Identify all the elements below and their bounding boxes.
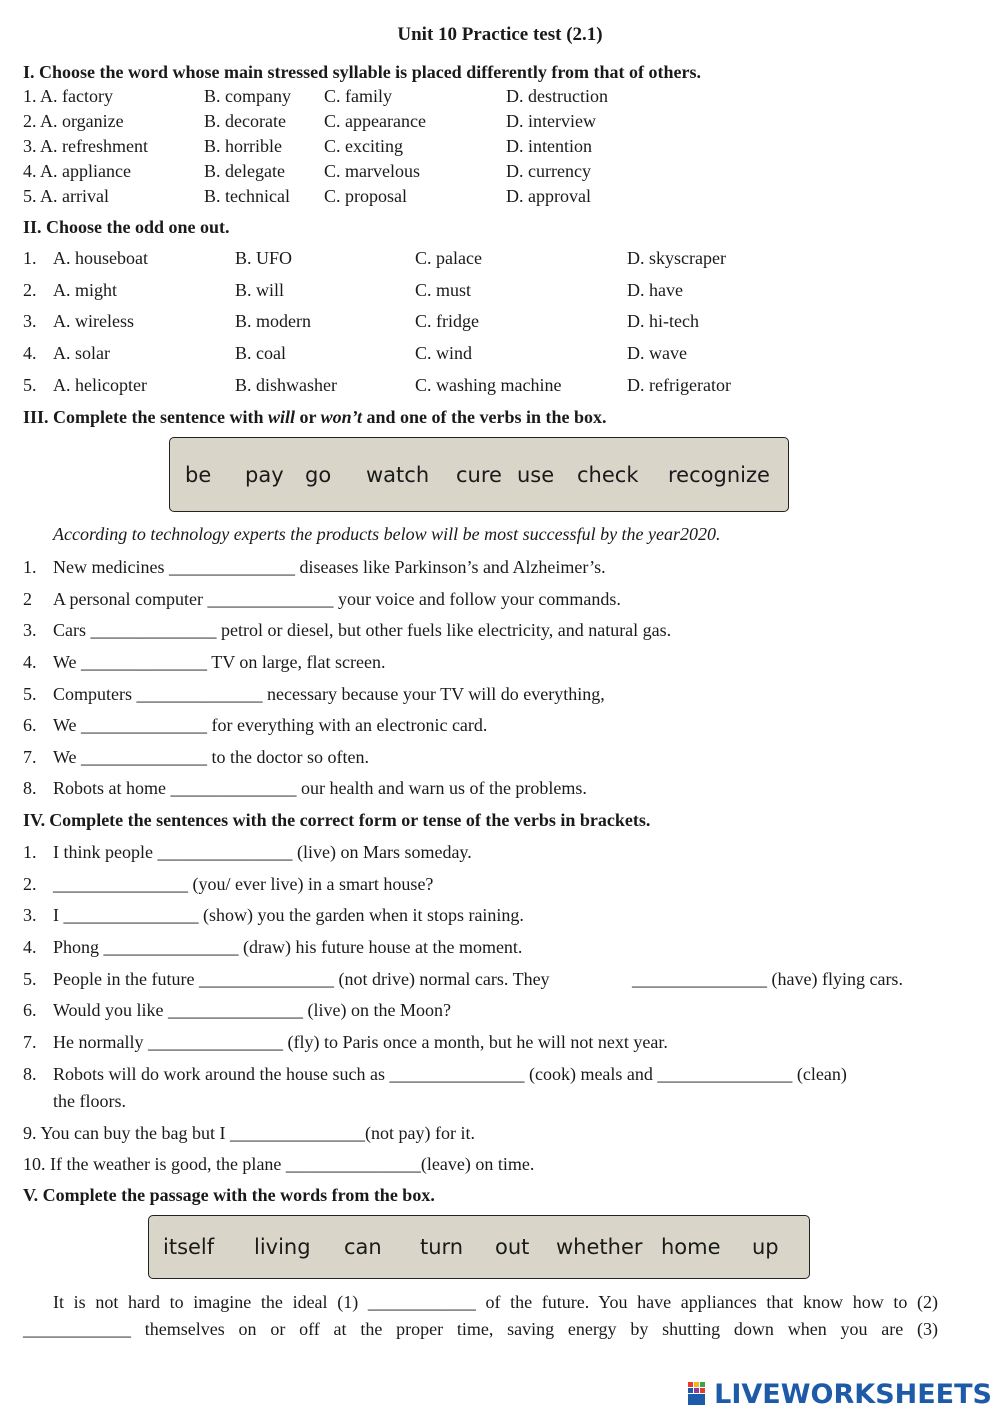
option-3: C. wind: [415, 343, 473, 363]
option-2: B. coal: [235, 343, 286, 363]
item-number: 8.: [23, 1064, 37, 1084]
option-0: 2. A. organize: [23, 111, 124, 131]
item-number: 4.: [23, 652, 37, 672]
option-0: 3. A. refreshment: [23, 136, 148, 156]
heading-number: IV.: [23, 810, 46, 830]
option-2: C. appearance: [324, 111, 426, 131]
item-text: Would you like _______________ (live) on the Moon?: [53, 1000, 452, 1020]
box-word: turn: [420, 1235, 464, 1259]
item-text: Robots at home ______________ our health and warn us of the problems.: [53, 778, 587, 798]
item-number: 6.: [23, 715, 37, 735]
item-text: Phong _______________ (draw) his future house at the moment.: [53, 937, 523, 957]
box-word: can: [344, 1235, 382, 1259]
item-number: 4.: [23, 937, 37, 957]
option-1: A. houseboat: [53, 248, 148, 268]
option-1: A. might: [53, 280, 118, 300]
item-text: He normally _______________ (fly) to Paris once a month, but he will not next year.: [53, 1032, 668, 1052]
item-number: 1.: [23, 557, 37, 577]
option-3: D. intention: [506, 136, 592, 156]
option-0: 5. A. arrival: [23, 186, 109, 206]
question-number: 2.: [23, 280, 37, 300]
question-number: 4.: [23, 343, 37, 363]
section-2-heading: II. Choose the odd one out.: [23, 217, 230, 237]
option-2: B. modern: [235, 311, 311, 331]
heading-wont: won’t: [320, 407, 362, 427]
item-number: 1.: [23, 842, 37, 862]
box-word: itself: [163, 1235, 215, 1259]
passage-line-2: ____________ themselves on or off at the proper time, saving energy by shutting down when you are (3): [23, 1319, 938, 1339]
option-3: C. palace: [415, 248, 482, 268]
item-number: 7.: [23, 1032, 37, 1052]
option-1: B. technical: [204, 186, 290, 206]
box-word: recognize: [668, 462, 770, 487]
box-word: pay: [245, 462, 284, 487]
logo-text: LIVEWORKSHEETS: [714, 1378, 992, 1410]
box-word: cure: [456, 462, 502, 487]
option-3: C. fridge: [415, 311, 479, 331]
box-word: use: [517, 462, 555, 487]
box-word: whether: [556, 1235, 643, 1259]
question-number: 5.: [23, 375, 37, 395]
page-title: Unit 10 Practice test (2.1): [397, 24, 603, 45]
liveworksheets-logo: [688, 1379, 992, 1409]
option-4: D. skyscraper: [627, 248, 726, 268]
item-10: 10. If the weather is good, the plane _______________(leave) on time.: [23, 1154, 535, 1174]
item-text: We ______________ TV on large, flat screen.: [53, 652, 386, 672]
box-word: home: [661, 1235, 721, 1259]
liveworksheets-icon: [688, 1382, 710, 1406]
box-word: be: [185, 462, 212, 487]
item-text: _______________ (you/ ever live) in a smart house?: [53, 874, 434, 894]
option-4: D. wave: [627, 343, 687, 363]
item-text: I think people _______________ (live) on Mars someday.: [53, 842, 472, 862]
heading-text-end: and one of the verbs in the box.: [362, 407, 607, 427]
option-1: A. solar: [53, 343, 110, 363]
item-number: 2: [23, 589, 32, 609]
option-0: 4. A. appliance: [23, 161, 131, 181]
item-number: 7.: [23, 747, 37, 767]
option-2: B. will: [235, 280, 285, 300]
question-number: 3.: [23, 311, 37, 331]
heading-text: III. Complete the sentence with: [23, 407, 268, 427]
item-text: A personal computer ______________ your voice and follow your commands.: [53, 589, 621, 609]
section-1-heading: I. Choose the word whose main stressed syllable is placed differently from that of others.: [23, 62, 701, 82]
option-3: D. destruction: [506, 86, 608, 106]
item-text: Computers ______________ necessary because your TV will do everything,: [53, 684, 605, 704]
option-1: B. decorate: [204, 111, 286, 131]
option-3: C. must: [415, 280, 472, 300]
section-3-intro: According to technology experts the products below will be most successful by the year2020.: [53, 524, 721, 544]
item-text: We ______________ for everything with an electronic card.: [53, 715, 488, 735]
option-4: D. refrigerator: [627, 375, 731, 395]
option-2: B. dishwasher: [235, 375, 337, 395]
option-0: 1. A. factory: [23, 86, 113, 106]
item-text: New medicines ______________ diseases like Parkinson’s and Alzheimer’s.: [53, 557, 606, 577]
heading-or: or: [294, 407, 321, 427]
option-2: C. family: [324, 86, 392, 106]
box-word: go: [305, 462, 332, 487]
item-number: 3.: [23, 620, 37, 640]
verb-word-box: [169, 437, 789, 512]
item-text: People in the future _______________ (not drive) normal cars. They: [53, 969, 550, 989]
passage-word-box: [148, 1215, 810, 1279]
option-2: C. proposal: [324, 186, 407, 206]
item-number: 5.: [23, 684, 37, 704]
section-5-heading: V. Complete the passage with the words from the box.: [23, 1185, 435, 1205]
box-word: out: [495, 1235, 530, 1259]
box-word: watch: [366, 462, 430, 487]
item-text: Cars ______________ petrol or diesel, but other fuels like electricity, and natural gas.: [53, 620, 672, 640]
option-1: B. delegate: [204, 161, 285, 181]
heading-text: Complete the sentences with the correct form or tense of the verbs in brackets.: [49, 810, 651, 830]
option-2: C. marvelous: [324, 161, 420, 181]
passage-line-1: It is not hard to imagine the ideal (1) ____________ of the future. You have appliances that know how to (2): [53, 1292, 938, 1312]
item-8-continuation: the floors.: [53, 1091, 126, 1111]
option-1: B. horrible: [204, 136, 282, 156]
item-text: We ______________ to the doctor so often.: [53, 747, 370, 767]
box-word: up: [752, 1235, 779, 1259]
option-3: C. washing machine: [415, 375, 562, 395]
section-4-heading: [23, 810, 650, 831]
option-2: B. UFO: [235, 248, 293, 268]
section-3-heading: [23, 407, 607, 428]
option-3: D. approval: [506, 186, 591, 206]
item-number: 2.: [23, 874, 37, 894]
item-text-continued: _______________ (have) flying cars.: [632, 969, 903, 989]
heading-will: will: [267, 407, 295, 427]
item-text: Robots will do work around the house such as _______________ (cook) meals and _______________ (clean): [53, 1064, 847, 1084]
option-1: A. wireless: [53, 311, 134, 331]
option-4: D. have: [627, 280, 683, 300]
option-1: A. helicopter: [53, 375, 147, 395]
question-number: 1.: [23, 248, 37, 268]
option-3: D. interview: [506, 111, 596, 131]
item-number: 8.: [23, 778, 37, 798]
option-2: C. exciting: [324, 136, 403, 156]
option-4: D. hi-tech: [627, 311, 699, 331]
item-number: 5.: [23, 969, 37, 989]
option-3: D. currency: [506, 161, 591, 181]
item-text: I _______________ (show) you the garden when it stops raining.: [53, 905, 524, 925]
item-number: 6.: [23, 1000, 37, 1020]
item-9: 9. You can buy the bag but I _______________(not pay) for it.: [23, 1123, 475, 1143]
item-number: 3.: [23, 905, 37, 925]
box-word: living: [254, 1235, 311, 1259]
option-1: B. company: [204, 86, 291, 106]
box-word: check: [577, 462, 639, 487]
